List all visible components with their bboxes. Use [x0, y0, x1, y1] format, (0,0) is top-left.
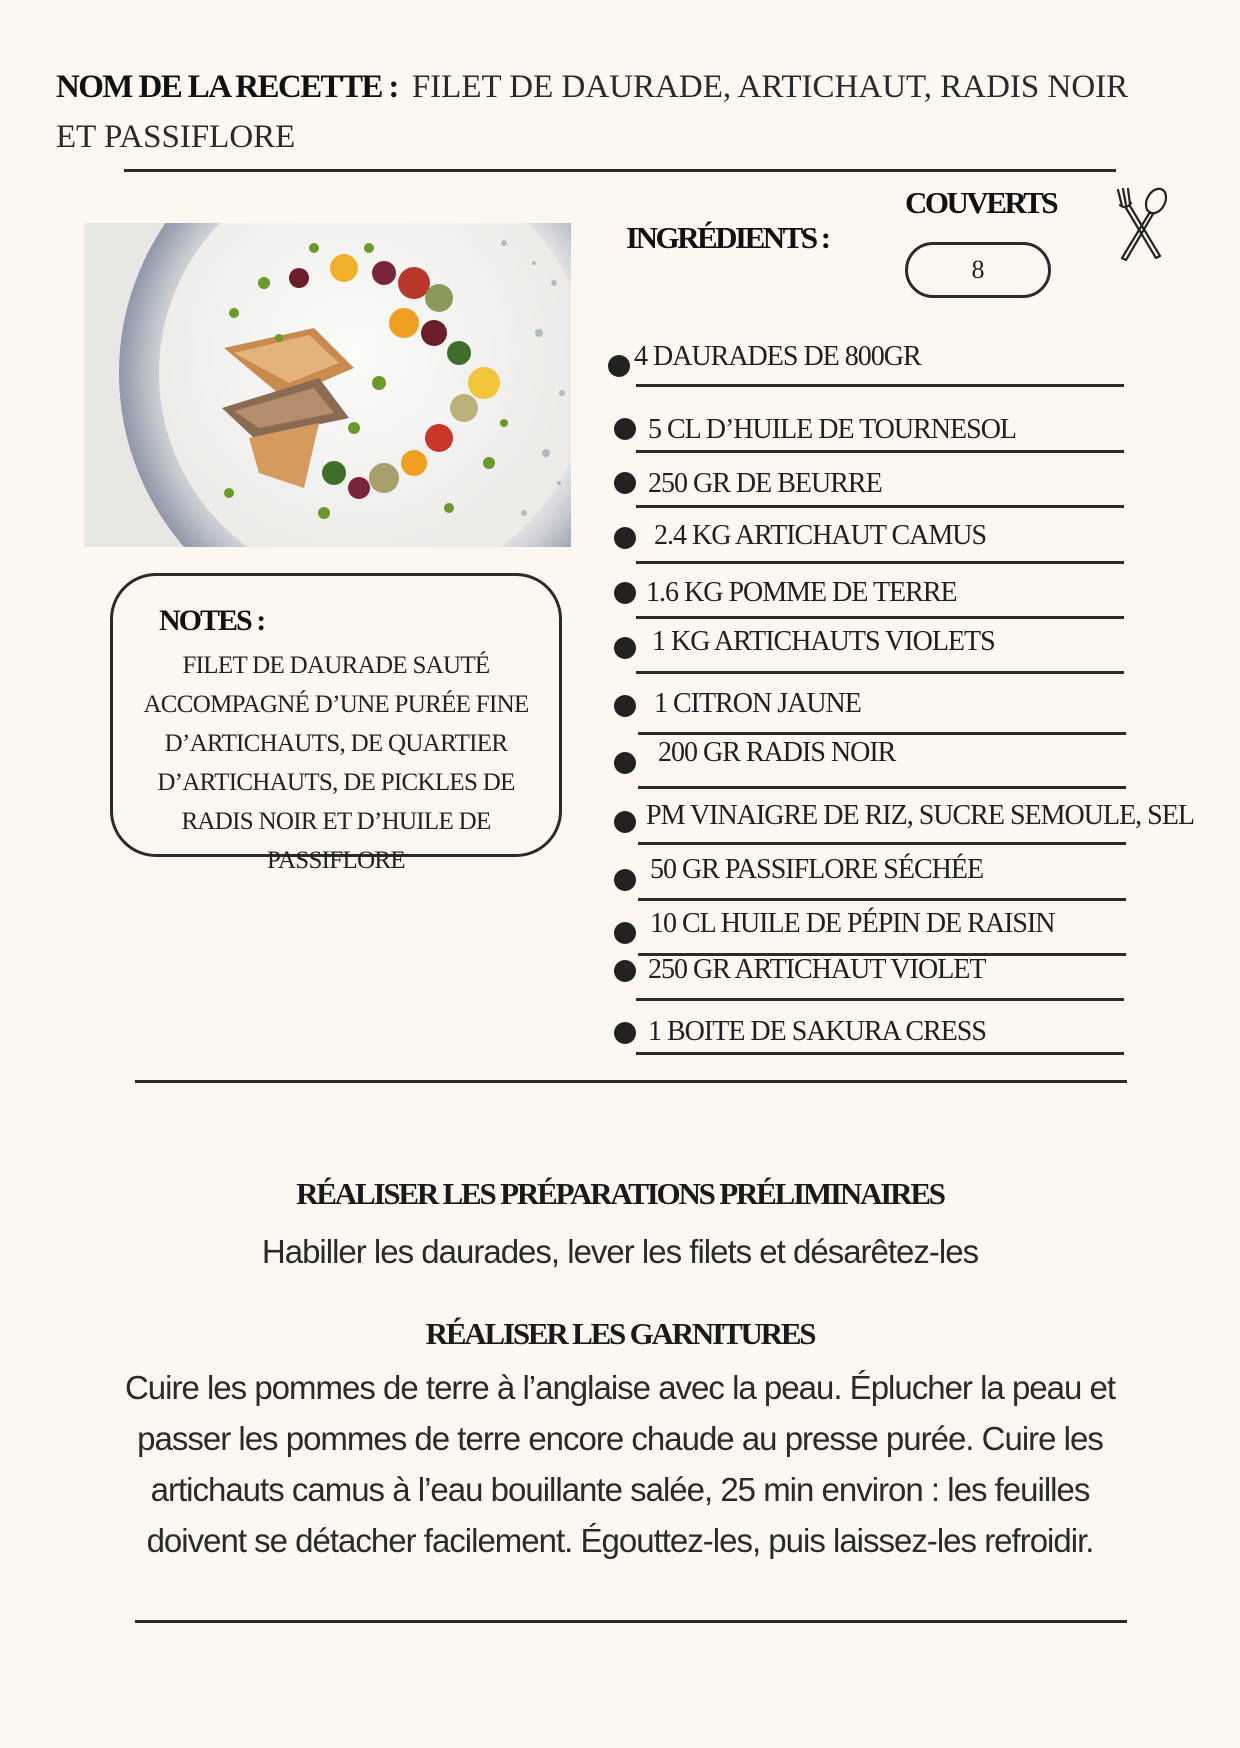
notes-text: FILET DE DAURADE SAUTÉ ACCOMPAGNÉ D’UNE PURÉE FINE D’ARTICHAUTS, DE QUARTIER D’ARTICHAUTS, DE PICKLES DE RADIS NOIR ET D’HUILE DE PASSIFLORE: [143, 652, 529, 874]
ingredient-text: 1 BOITE DE SAKURA CRESS: [648, 1016, 986, 1047]
step-text-preparations: Habiller les daurades, lever les filets et désarêtez-les: [261, 1233, 979, 1270]
step-title-preparations: RÉALISER LES PRÉPARATIONS PRÉLIMINAIRES: [296, 1176, 944, 1211]
bullet-icon: [614, 637, 636, 659]
couverts-value: 8: [905, 242, 1051, 298]
ingredient-text: 50 GR PASSIFLORE SÉCHÉE: [650, 854, 984, 885]
bullet-icon: [614, 695, 636, 717]
bullet-icon: [614, 922, 636, 944]
bullet-icon: [614, 752, 636, 774]
step-title-garnitures: RÉALISER LES GARNITURES: [425, 1316, 815, 1351]
ingredient-underline: [636, 384, 1124, 387]
ingredient-text: 10 CL HUILE DE PÉPIN DE RAISIN: [650, 908, 1055, 939]
ingredient-text: 2.4 KG ARTICHAUT CAMUS: [654, 520, 987, 551]
bullet-icon: [614, 472, 636, 494]
recipe-name: FILET DE DAURADE, ARTICHAUT, RADIS NOIR ET PASSIFLORE: [56, 69, 1129, 155]
notes-title: NOTES :: [159, 604, 265, 637]
ingredient-underline: [636, 505, 1124, 508]
ingredient-underline: [636, 561, 1124, 564]
ingredient-text: 5 CL D’HUILE DE TOURNESOL: [648, 414, 1017, 445]
recipe-name-label: NOM DE LA RECETTE :: [56, 69, 398, 105]
ingredient-text: 4 DAURADES DE 800GR: [634, 341, 921, 372]
ingredient-text: 1 KG ARTICHAUTS VIOLETS: [652, 626, 995, 657]
bullet-icon: [614, 527, 636, 549]
ingredient-underline: [636, 616, 1124, 619]
ingredient-underline: [636, 1052, 1124, 1055]
ingredient-text: 1 CITRON JAUNE: [654, 688, 861, 719]
bottom-divider: [135, 1620, 1127, 1623]
couverts-label: COUVERTS: [905, 185, 1057, 220]
ingredient-text: 250 GR DE BEURRE: [648, 468, 882, 499]
ingredient-text: 1.6 KG POMME DE TERRE: [646, 577, 957, 608]
ingredient-underline: [638, 732, 1126, 735]
ingredient-text: PM VINAIGRE DE RIZ, SUCRE SEMOULE, SEL: [646, 800, 1194, 831]
ingredient-text: 200 GR RADIS NOIR: [658, 737, 896, 768]
step-text-garnitures: Cuire les pommes de terre à l’anglaise avec la peau. Éplucher la peau et passer les pommes de terre encore chaude au presse purée. Cuire les artichauts camus à l’eau bouillante salée, 25 min environ : les feuilles doivent se détacher facilement. Égouttez-les, puis laissez-les refroidir.: [124, 1369, 1116, 1559]
section-divider: [135, 1080, 1127, 1083]
bullet-icon: [614, 1022, 636, 1044]
ingredient-underline: [638, 842, 1126, 845]
ingredient-underline: [636, 998, 1124, 1001]
bullet-icon: [608, 355, 630, 377]
ingredients-title: INGRÉDIENTS :: [626, 220, 829, 255]
ingredient-underline: [638, 898, 1126, 901]
ingredient-underline: [636, 450, 1124, 453]
bullet-icon: [614, 811, 636, 833]
bullet-icon: [614, 418, 636, 440]
ingredient-text: 250 GR ARTICHAUT VIOLET: [648, 954, 986, 985]
bullet-icon: [614, 582, 636, 604]
bullet-icon: [614, 869, 636, 891]
bullet-icon: [614, 960, 636, 982]
ingredient-underline: [636, 671, 1124, 674]
ingredient-underline: [638, 786, 1126, 789]
